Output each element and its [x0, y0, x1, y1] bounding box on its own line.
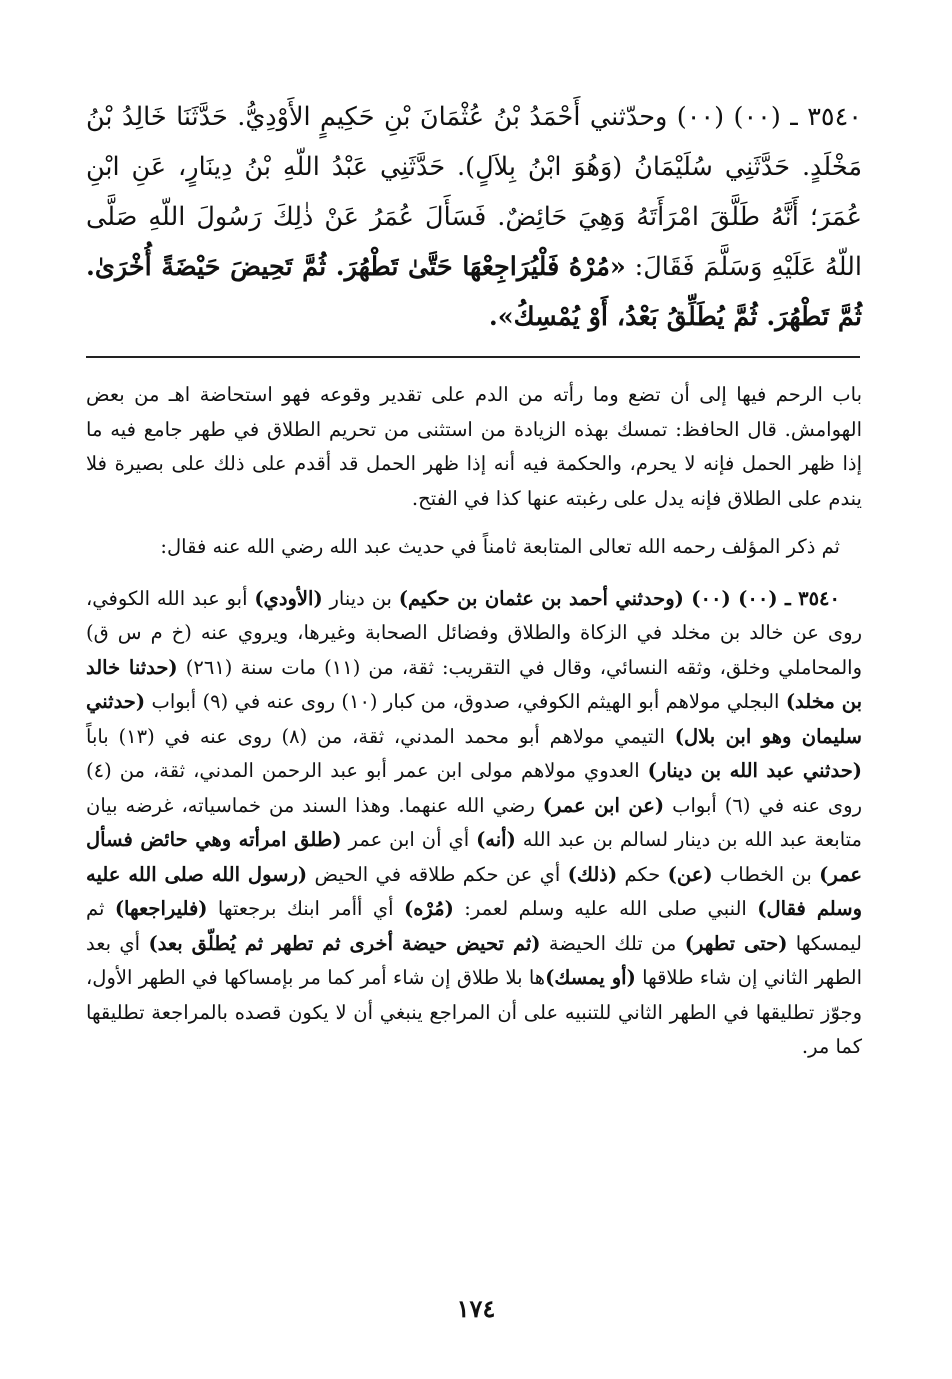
- commentary-text: النبي صلى الله عليه وسلم لعمر:: [453, 897, 758, 920]
- commentary-text: حكم: [617, 862, 668, 886]
- commentary-text: من تلك الحيضة: [540, 931, 685, 955]
- bold-citation: (عن): [667, 862, 713, 886]
- bold-citation: (الأودي): [254, 586, 323, 610]
- commentary-text: التيمي مولاهم أبو محمد المدني، ثقة، من (٨) روى عنه في (١٣) باباً: [86, 724, 675, 748]
- hadith-matn: «مُرْهُ فَلْيُرَاجِعْهَا حَتَّىٰ تَطْهُرَ. ثُمَّ تَحِيضَ حَيْضَةً أُخْرَىٰ. ثُمَّ تَطْهُرَ. ثُمَّ يُطَلِّقُ بَعْدُ، أَوْ يُمْسِكُ».: [86, 252, 862, 332]
- commentary-text: البجلي مولاهم أبو الهيثم الكوفي، صدوق، من كبار (١٠) روى عنه في (٩) أبواب: [145, 690, 786, 713]
- commentary-text: أي أن ابن عمر: [341, 828, 477, 851]
- bold-citation: (حدثني سليمان وهو ابن بلال): [86, 690, 863, 748]
- bold-citation: (مُرْه): [403, 897, 454, 920]
- hadith-paragraph: [86, 92, 862, 342]
- commentary-paragraph-2: [86, 530, 862, 565]
- page-number: ١٧٤: [456, 1294, 496, 1323]
- bold-citation: (ثم تحيض حيضة أخرى ثم تطهر ثم يُطلّق بعد): [148, 931, 541, 955]
- commentary-text: العدوي مولاهم مولى ابن عمر أبو عبد الرحمن المدني، ثقة، من (٤) روى عنه في (٦) أبواب: [86, 759, 863, 817]
- bold-citation: (رسول الله صلى الله عليه وسلم فقال): [86, 862, 863, 920]
- bold-citation: (حتى تطهر): [684, 931, 788, 955]
- commentary-text: أي بعد الطهر الثاني إن شاء طلاقها: [86, 931, 862, 989]
- commentary-text: رضي الله عنهما. وهذا السند من خماسياته، غرضه بيان متابعة عبد الله بن دينار لسالم بن عبد الله: [86, 793, 862, 851]
- bold-citation: (طلق امرأته وهي حائض فسأل عمر): [86, 828, 863, 886]
- commentary-text: أي أأمر ابنك برجعتها: [207, 897, 404, 920]
- bold-citation: (أنه): [476, 828, 516, 851]
- bold-citation: (عن ابن عمر): [542, 793, 665, 817]
- commentary-paragraph-1: باب الرحم فيها إلى أن تضع وما رأته من الدم على تقدير وقوعه فهو استحاضة اهـ من بعض الهوامش. قال الحافظ: تمسك بهذه الزيادة من استثنى من تحريم الطلاق في طهر جامع فيه ما إذا ظهر الحمل فإنه لا يحرم، والحكمة فيه أنه إذا ظهر الحمل قد أقدم على ذلك على بصيرة فلا يندم على الطلاق فإنه يدل على رغبته عنها كذا في الفتح.: [86, 383, 862, 510]
- commentary-paragraph-2-text: ثم ذكر المؤلف رحمه الله تعالى المتابعة ثامناً في حديث عبد الله رضي الله عنه فقال:: [160, 535, 840, 558]
- bold-citation: (أو يمسك): [545, 966, 636, 989]
- commentary-text: بن دينار: [322, 586, 399, 610]
- commentary-paragraph-3: [86, 582, 862, 1065]
- commentary-text: بن الخطاب: [712, 862, 820, 886]
- commentary-text: أي عن حكم طلاقه في الحيض: [307, 862, 568, 886]
- bold-citation: (ذلك): [567, 862, 618, 886]
- bold-citation: (حدثنا خالد بن مخلد): [86, 655, 863, 713]
- commentary-text: أبو عبد الله الكوفي، روى عن خالد بن مخلد في الزكاة والطلاق وفضائل الصحابة وغيرها، ويروي عنه (خ م س ق) والمحاملي وخلق، وثقه النسائي، وقال في التقريب: ثقة، من (١١) مات سنة (٢٦١): [86, 586, 863, 679]
- commentary-text: ها بلا طلاق إن شاء أمر كما مر بإمساكها في الطهر الأول، وجوّز تطليقها في الطهر الثاني للتنبيه على أن المراجع ينبغي أن لا يكون قصده بالمراجعة تطليقها كما مر.: [86, 966, 862, 1058]
- commentary-block: [86, 378, 862, 1065]
- hadith-text-block: [86, 92, 862, 342]
- footnote-divider: [86, 356, 860, 358]
- commentary-text: ثم ليمسكها: [86, 897, 862, 955]
- hadith-isnad: وحدّثني أَحْمَدُ بْنُ عُثْمَانَ بْنِ حَكِيمٍ الأَوْدِيُّ. حَدَّثَنَا خَالِدُ بْنُ مَخْلَدٍ. حَدَّثَنِي سُلَيْمَانُ (وَهُوَ ابْنُ بِلاَلٍ). حَدَّثَنِي عَبْدُ اللّهِ بْنُ دِينَارٍ، عَنِ ابْنِ عُمَرَ؛ أَنَّهُ طَلَّقَ امْرَأَتَهُ وَهِيَ حَائِضٌ. فَسَأَلَ عُمَرُ عَنْ ذٰلِكَ رَسُولَ اللّهِ صَلَّى اللّهُ عَلَيْهِ وَسَلَّمَ فَقَالَ:: [86, 102, 863, 282]
- bold-citation: (وحدثني أحمد بن عثمان بن حكيم): [398, 586, 684, 610]
- bold-citation: ٣٥٤٠ ـ (٠٠) (٠٠): [683, 586, 840, 610]
- bold-citation: (حدثني عبد الله بن دينار): [647, 759, 862, 782]
- hadith-number: ٣٥٤٠ ـ (٠٠) (٠٠): [676, 102, 862, 132]
- bold-citation: (فليراجعها): [114, 897, 208, 920]
